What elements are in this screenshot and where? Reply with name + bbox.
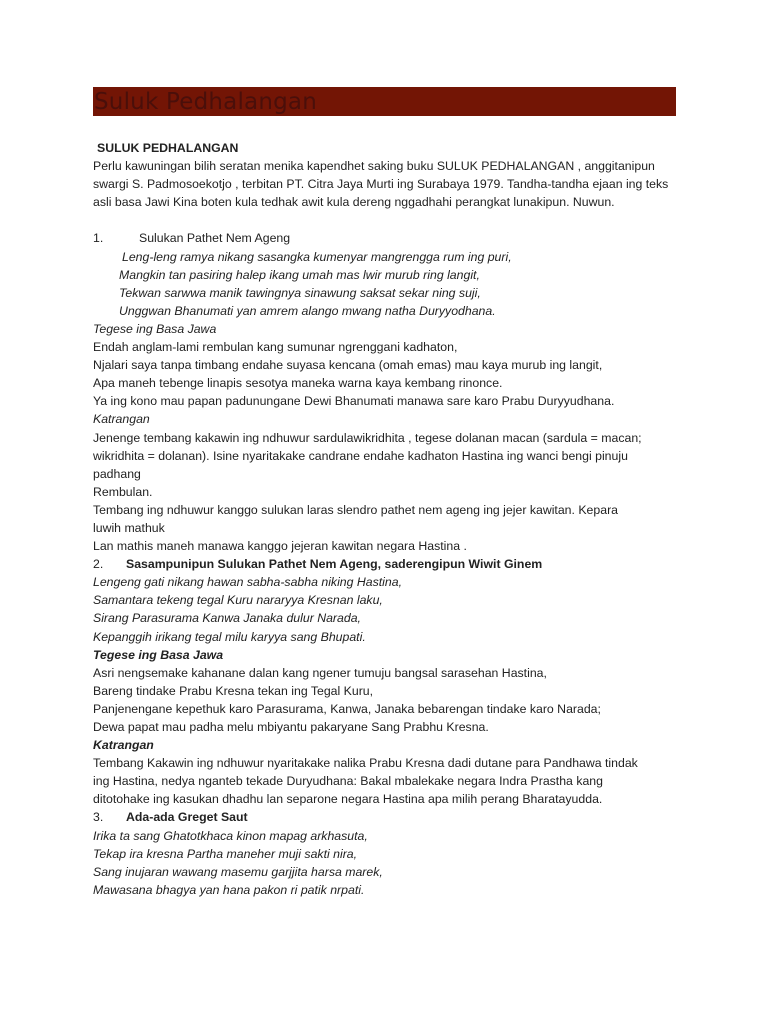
verse-line: Kepanggih irikang tegal milu karyya sang Bhupati. — [93, 629, 366, 644]
section-1-header — [93, 229, 676, 247]
section-heading: SULUK PEDHALANGAN — [97, 141, 239, 155]
katrangan-line: Tembang Kakawin ing ndhuwur nyaritakake nalika Prabu Kresna dadi dutane para Pandhawa tindak — [93, 756, 638, 771]
tegese-line: Dewa papat mau padha melu mbiyantu pakaryane Sang Prabhu Kresna. — [93, 720, 489, 734]
katrangan-line: Lan mathis maneh manawa kanggo jejeran kawitan negara Hastina . — [93, 539, 467, 554]
section-2-number: 2. — [93, 557, 104, 572]
document-body — [93, 139, 676, 899]
section-3-header — [93, 808, 676, 826]
section-1-number: 1. — [93, 231, 104, 246]
tegese-line: Panjenengane kepethuk karo Parasurama, Kanwa, Janaka bebarengan tindake karo Narada; — [93, 701, 601, 716]
title-banner — [93, 87, 676, 116]
katrangan-line: Tembang ing ndhuwur kanggo sulukan laras slendro pathet nem ageng ing jejer kawitan. Kepara — [93, 502, 619, 517]
katrangan-line: wikridhita = dolanan). Isine nyaritakake candrane endahe kadhaton Hastina ing wanci bengi pinuju — [93, 448, 628, 463]
intro-paragraph: Perlu kawuningan bilih seratan menika kapendhet saking buku SULUK PEDHALANGAN , anggitanipun swargi S. Padmosoekotjo , terbitan PT. Citra Jaya Murti ing Surabaya 1979. Tandha-tandha ejaan ing teks asli basa Jawi Kina boten kula tedhak awit kula dereng nggadhahi perangkat lunakipun. Nuwun. — [93, 159, 669, 210]
katrangan-line: Jenenge tembang kakawin ing ndhuwur sardulawikridhita , tegese dolanan macan (sardula = macan; — [93, 430, 642, 445]
verse-line: Tekap ira kresna Partha maneher muji sakti nira, — [93, 846, 358, 861]
section-2-title: Sasampunipun Sulukan Pathet Nem Ageng, saderengipun Wiwit Ginem — [126, 557, 543, 572]
tegese-label: Tegese ing Basa Jawa — [93, 647, 224, 662]
document-title: Suluk Pedhalangan — [94, 88, 317, 115]
katrangan-label: Katrangan — [93, 412, 150, 427]
tegese-line: Asri nengsemake kahanane dalan kang ngener tumuju bangsal sarasehan Hastina, — [93, 665, 547, 680]
tegese-label: Tegese ing Basa Jawa — [93, 321, 217, 336]
tegese-line: Endah anglam-lami rembulan kang sumunar ngrenggani kadhaton, — [93, 340, 458, 355]
spacer — [93, 211, 676, 229]
section-3-number: 3. — [93, 810, 104, 825]
section-1-title: Sulukan Pathet Nem Ageng — [139, 231, 291, 246]
tegese-line: Njalari saya tanpa timbang endahe suyasa kencana (omah emas) mau kaya murub ing langit, — [93, 358, 603, 373]
katrangan-line: Rembulan. — [93, 484, 153, 499]
verse-line: Leng-leng ramya nikang sasangka kumenyar mangrengga rum ing puri, — [122, 249, 512, 264]
verse-line: Tekwan sarwwa manik tawingnya sinawung saksat sekar ning suji, — [119, 285, 481, 300]
tegese-line: Ya ing kono mau papan padunungane Dewi Bhanumati manawa sare karo Prabu Duryyudhana. — [93, 394, 615, 409]
document-page — [93, 87, 676, 899]
verse-line: Mangkin tan pasiring halep ikang umah mas lwir murub ring langit, — [119, 267, 480, 282]
katrangan-line: padhang — [93, 466, 141, 481]
verse-line: Samantara tekeng tegal Kuru nararyya Kresnan laku, — [93, 593, 383, 608]
katrangan-line: ing Hastina, nedya nganteb tekade Duryudhana: Bakal mbalekake negara Indra Prastha kang — [93, 774, 603, 789]
section-3-title: Ada-ada Greget Saut — [126, 810, 248, 825]
section-2-header — [93, 555, 676, 573]
verse-line: Sirang Parasurama Kanwa Janaka dulur Narada, — [93, 611, 361, 626]
katrangan-label: Katrangan — [93, 738, 154, 753]
tegese-line: Bareng tindake Prabu Kresna tekan ing Tegal Kuru, — [93, 683, 374, 698]
verse-line: Irika ta sang Ghatotkhaca kinon mapag arkhasuta, — [93, 828, 368, 843]
verse-line: Mawasana bhagya yan hana pakon ri patik nrpati. — [93, 882, 365, 897]
katrangan-line: ditotohake ing kasukan dhadhu lan separone negara Hastina apa milih perang Bharatayudda. — [93, 792, 603, 807]
tegese-line: Apa maneh tebenge linapis sesotya maneka warna kaya kembang rinonce. — [93, 376, 503, 391]
verse-line: Lengeng gati nikang hawan sabha-sabha niking Hastina, — [93, 575, 403, 590]
verse-line: Unggwan Bhanumati yan amrem alango mwang natha Duryyodhana. — [119, 303, 496, 318]
katrangan-line: luwih mathuk — [93, 520, 165, 535]
verse-line: Sang inujaran wawang masemu garjjita harsa marek, — [93, 864, 383, 879]
